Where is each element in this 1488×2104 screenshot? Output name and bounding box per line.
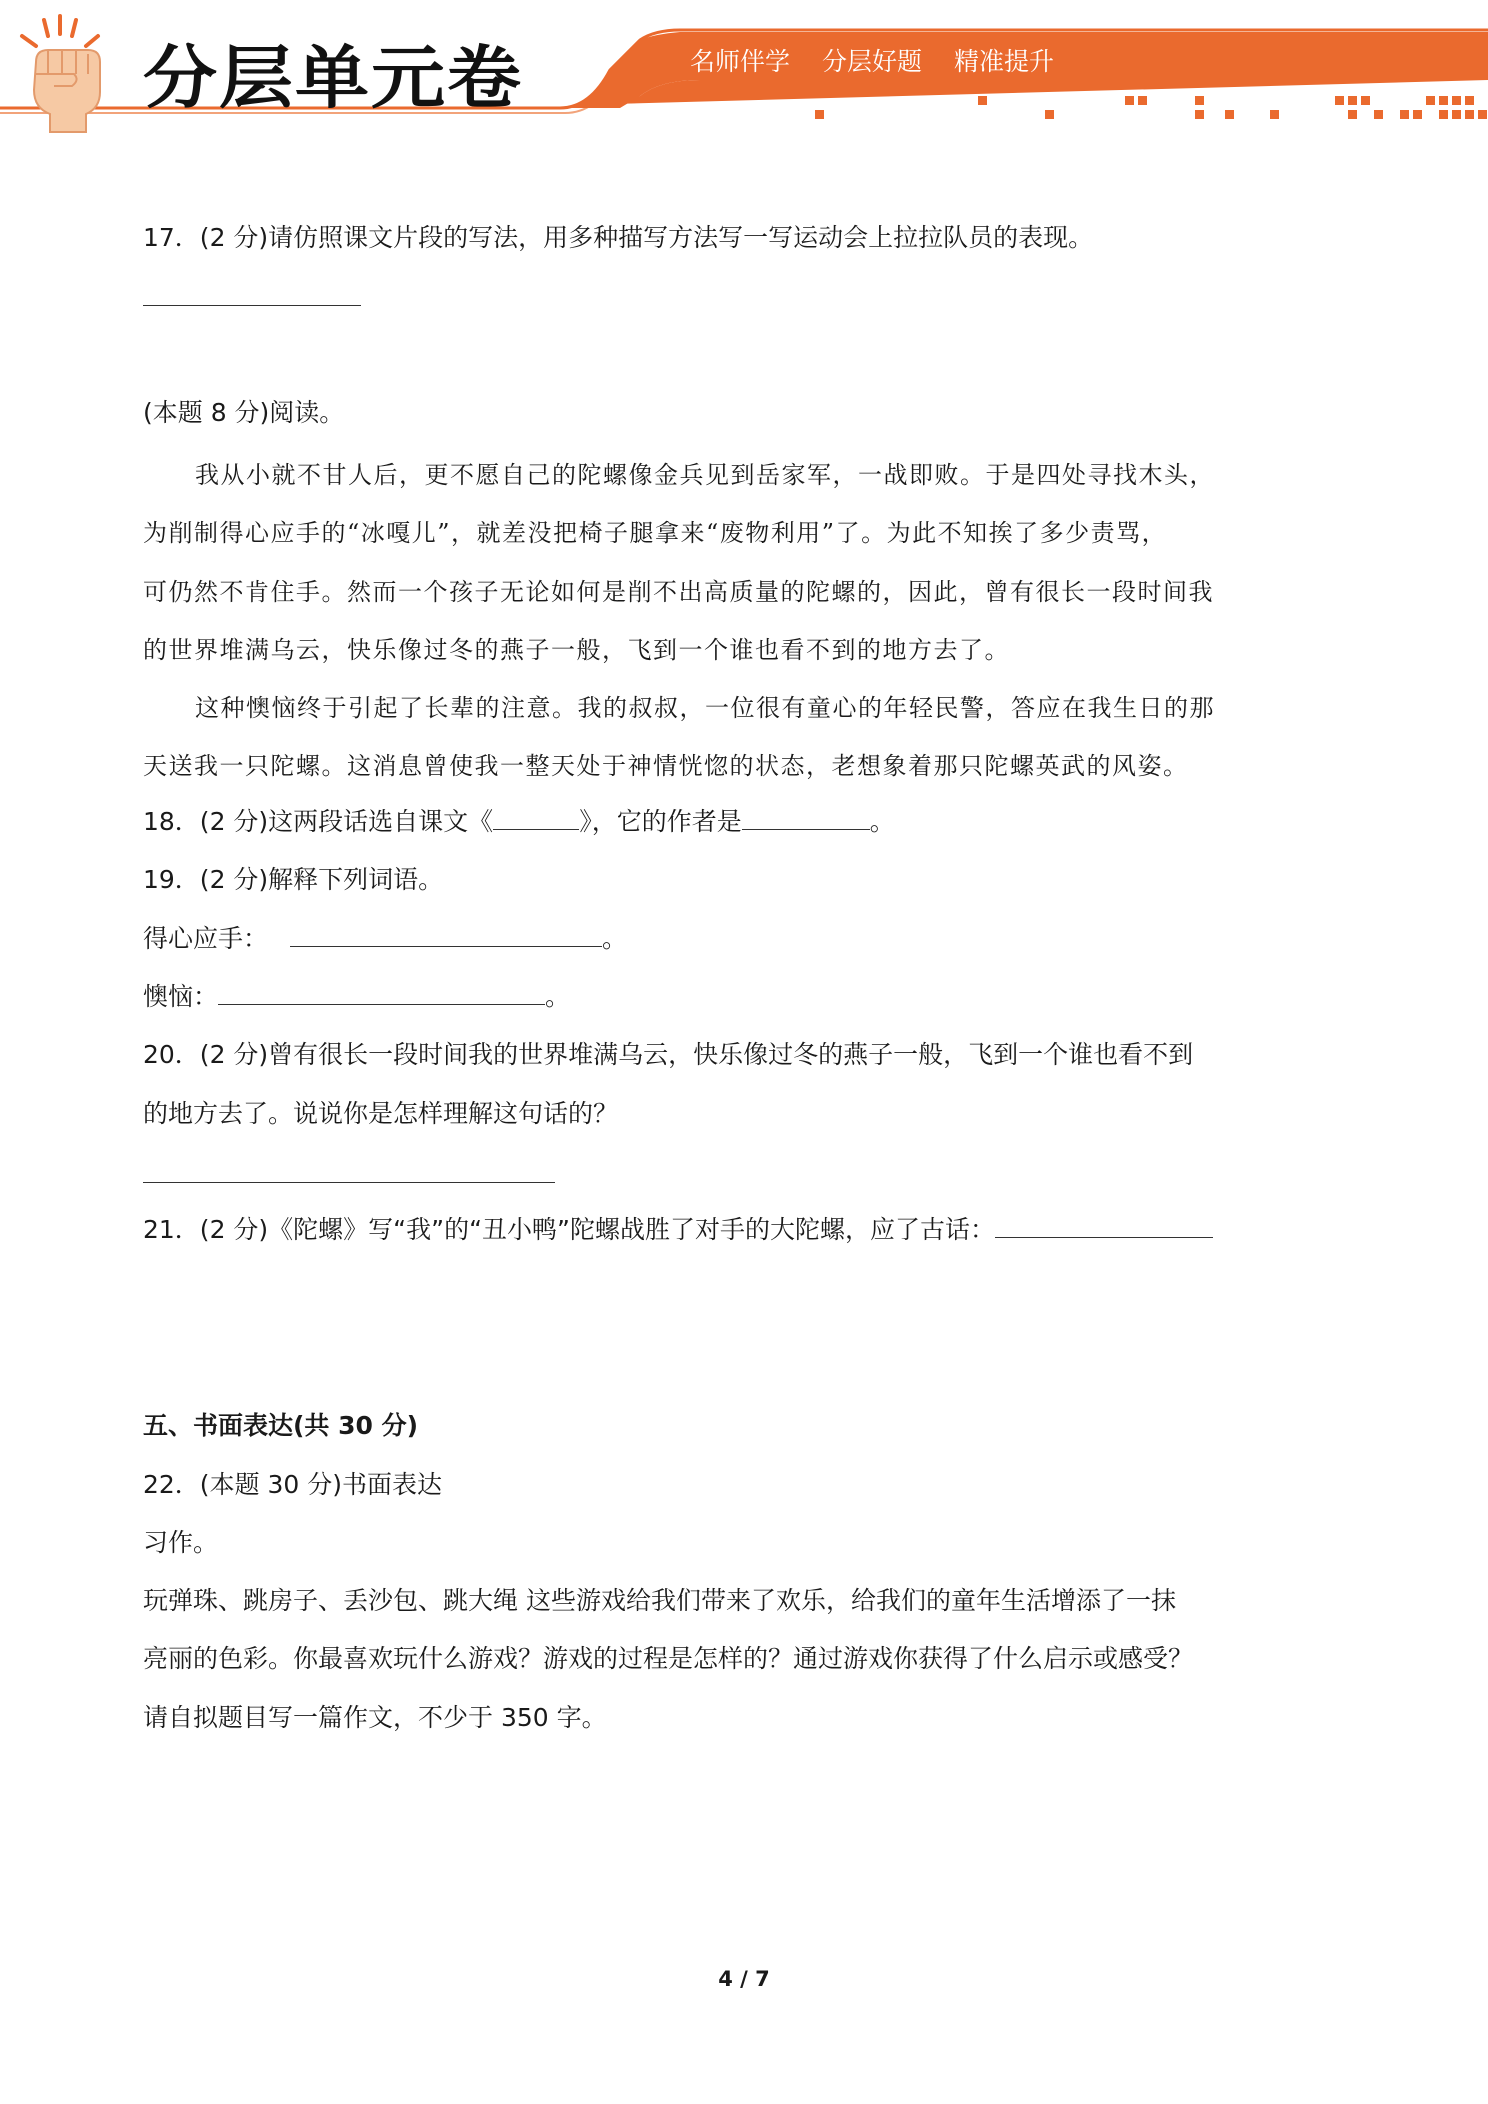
question-21 <box>143 1212 1213 1248</box>
q19-item-2 <box>143 979 570 1015</box>
slogan-item: 名师伴学 <box>690 47 791 76</box>
question-20-line-1: 20．(2 分)曾有很长一段时间我的世界堆满乌云，快乐像过冬的燕子一般，飞到一个谁也看不到 <box>143 1040 1194 1069</box>
passage-line: 天送我一只陀螺。这消息曾使我一整天处于神情恍惚的状态，老想象着那只陀螺英武的风姿。 <box>143 752 1189 780</box>
task-subtitle: 习作。 <box>143 1528 219 1557</box>
passage-line: 的世界堆满乌云，快乐像过冬的燕子一般，飞到一个谁也看不到的地方去了。 <box>143 636 1010 664</box>
header-slogan <box>690 42 1078 78</box>
question-20-line-2: 的地方去了。说说你是怎样理解这句话的？ <box>143 1099 619 1128</box>
passage-line: 可仍然不肯住手。然而一个孩子无论如何是削不出高质量的陀螺的，因此，曾有很长一段时间我 <box>143 578 1214 606</box>
q18-text-1: 18．(2 分)这两段话选自课文《 <box>143 807 494 836</box>
section-heading: 五、书面表达(共 30 分) <box>143 1411 419 1440</box>
prompt-line: 玩弹珠、跳房子、丢沙包、跳大绳 这些游戏给我们带来了欢乐，给我们的童年生活增添了一抹 <box>143 1586 1176 1615</box>
answer-line-20[interactable] <box>143 1182 555 1183</box>
fist-logo-icon <box>14 14 114 134</box>
passage-line: 我从小就不甘人后，更不愿自己的陀螺像金兵见到岳家军，一战即败。于是四处寻找木头， <box>195 461 1215 489</box>
decorative-dots <box>815 96 1487 119</box>
prompt-line: 亮丽的色彩。你最喜欢玩什么游戏？游戏的过程是怎样的？通过游戏你获得了什么启示或感受？ <box>143 1644 1194 1673</box>
passage-line: 这种懊恼终于引起了长辈的注意。我的叔叔，一位很有童心的年轻民警，答应在我生日的那 <box>195 694 1215 722</box>
question-17: 17．(2 分)请仿照课文片段的写法，用多种描写方法写一写运动会上拉拉队员的表现。 <box>143 223 1094 252</box>
answer-blank-title[interactable] <box>493 809 579 830</box>
question-19: 19．(2 分)解释下列词语。 <box>143 865 444 894</box>
brand-title: 分层单元卷 <box>143 38 523 118</box>
answer-blank-term-1[interactable] <box>290 926 602 947</box>
page-number: 4 / 7 <box>718 1967 770 1991</box>
slogan-item: 精准提升 <box>953 47 1054 76</box>
answer-blank-term-2[interactable] <box>218 984 545 1005</box>
prompt-line: 请自拟题目写一篇作文，不少于 350 字。 <box>143 1703 607 1732</box>
answer-blank-author[interactable] <box>742 809 870 830</box>
q18-text-2: 》，它的作者是 <box>579 807 742 836</box>
answer-line-17[interactable] <box>143 305 361 306</box>
question-18 <box>143 804 895 840</box>
slogan-item: 分层好题 <box>821 47 922 76</box>
period: 。 <box>545 982 571 1011</box>
passage-line: 为削制得心应手的“冰嘎儿”，就差没把椅子腿拿来“废物利用”了。为此不知挨了多少责骂， <box>143 519 1168 547</box>
reading-heading: (本题 8 分)阅读。 <box>143 398 345 427</box>
period: 。 <box>602 924 628 953</box>
page-header <box>0 0 1488 150</box>
q19-item-1 <box>143 921 627 957</box>
term-label: 得心应手： <box>143 924 269 953</box>
answer-blank-21[interactable] <box>995 1217 1213 1238</box>
term-label: 懊恼： <box>143 982 219 1011</box>
q18-text-3: 。 <box>869 807 895 836</box>
q21-text: 21．(2 分)《陀螺》写“我”的“丑小鸭”陀螺战胜了对手的大陀螺，应了古话： <box>143 1215 995 1244</box>
question-22: 22．(本题 30 分)书面表达 <box>143 1470 443 1499</box>
